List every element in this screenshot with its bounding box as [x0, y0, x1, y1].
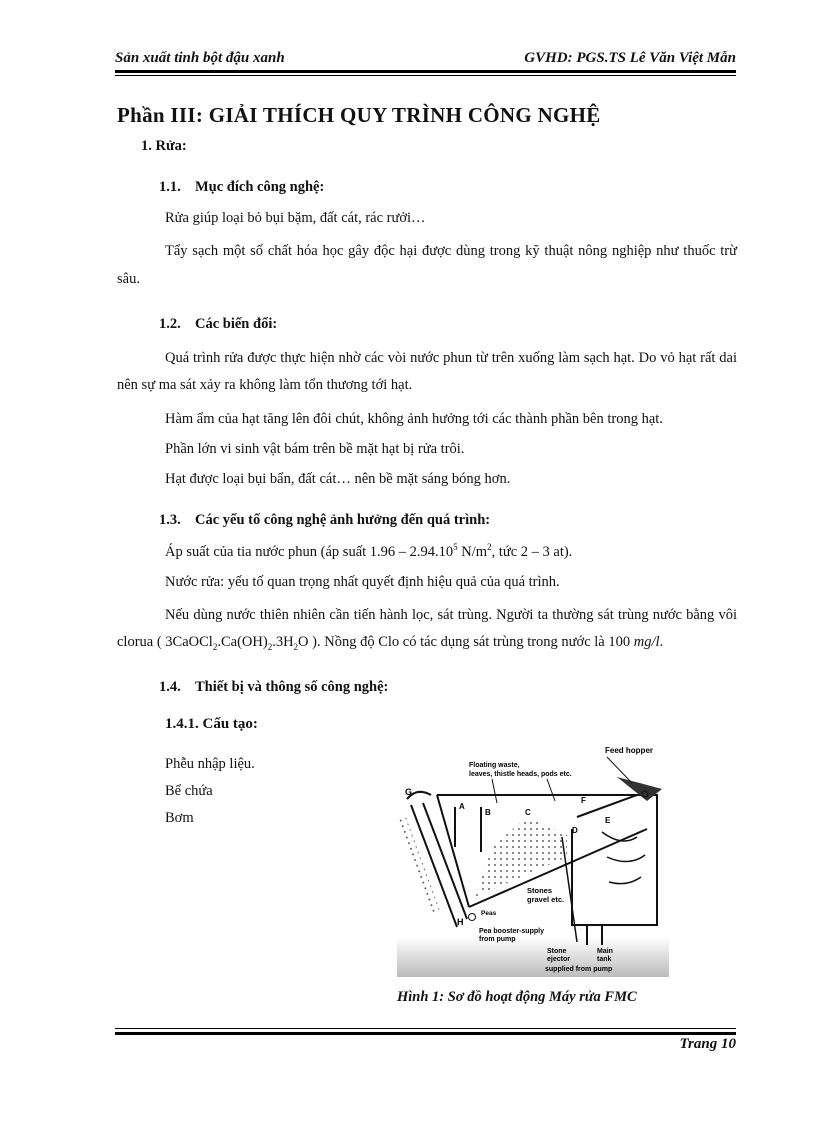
list-item: Bể chứa [165, 783, 213, 800]
header-rule-thin [115, 75, 736, 76]
page-title: Phần III: GIẢI THÍCH QUY TRÌNH CÔNG NGHỆ [117, 103, 601, 127]
paragraph: Tẩy sạch một số chất hóa học gây độc hại được dùng trong kỹ thuật nông nghiệp như thuốc trừ sâu. [117, 243, 737, 288]
paragraph: Hàm ẩm của hạt tăng lên đôi chút, không ảnh hưởng tới các thành phần bên trong hạt. [165, 410, 663, 427]
section-number: 1.1. [159, 179, 181, 196]
section-1-heading: 1. Rửa: [141, 138, 187, 155]
footer-rule [115, 1032, 736, 1035]
paragraph-pressure: Áp suất của tia nước phun (áp suất 1.96 – 2.94.10$^5$ $N/m^2$, tức 2 – 3 at). [165, 541, 573, 560]
feed-hopper [617, 777, 662, 801]
label-f: F [581, 796, 586, 806]
list-item: Bơm [165, 810, 194, 827]
section-title: Thiết bị và thông số công nghệ: [195, 678, 389, 695]
figure-caption: Hình 1: Sơ đồ hoạt động Máy rửa FMC [397, 989, 637, 1006]
paragraph-chlorine: Nếu dùng nước thiên nhiên cần tiến hành lọc, sát trùng. Người ta thường sát trùng nước bằng vôi clorua ( $3CaOCl_2.Ca(OH)_2.3H_2O$ ). Nồng độ Clo có tác dụng sát trùng trong nước là 100 mg/l. [117, 606, 737, 653]
label-c: C [525, 808, 531, 818]
label-supplied-from-pump: supplied from pump [545, 966, 613, 974]
label-e: E [605, 816, 611, 826]
paragraph: Rửa giúp loại bỏ bụi bặm, đất cát, rác rưởi… [165, 210, 426, 227]
label-g: G [405, 787, 413, 798]
figure-row [117, 745, 737, 1025]
label-d: D [572, 826, 578, 836]
label-ejector: ejector [547, 956, 570, 964]
page-header [115, 46, 736, 72]
label-from-pump: from pump [479, 936, 516, 944]
label-feed-hopper: Feed hopper [605, 746, 654, 756]
section-1-3-heading [159, 510, 737, 531]
label-stones: Stones [527, 886, 553, 896]
section-number: 1.4. [159, 678, 181, 695]
paragraph: Phần lớn vi sinh vật bám trên bề mặt hạt bị rửa trôi. [165, 440, 465, 457]
label-a: A [459, 802, 465, 812]
label-tank: tank [597, 956, 612, 964]
list-item: Phễu nhập liệu. [165, 756, 255, 773]
section-title: Mục đích công nghệ: [195, 179, 325, 196]
washer-diagram [397, 737, 669, 977]
header-right: GVHD: PGS.TS Lê Văn Việt Mẫn [524, 50, 736, 66]
parts-list [165, 751, 255, 831]
header-left: Sản xuất tinh bột đậu xanh [115, 50, 285, 66]
feed-chute [577, 795, 637, 817]
page-number: Trang 10 [679, 1036, 736, 1052]
label-b: B [485, 808, 491, 818]
label-peas: Peas [481, 910, 497, 918]
label-booster: Pea booster-supply [479, 928, 544, 936]
section-1-4-1-heading: 1.4.1. Cấu tạo: [165, 715, 258, 732]
header-rule [115, 70, 736, 73]
section-1-1-heading [159, 177, 737, 198]
label-main: Main [597, 948, 613, 956]
section-1-2-heading [159, 314, 737, 335]
section-title: Các biến đổi: [195, 315, 278, 332]
label-h: H [457, 917, 464, 928]
section-1-4-heading [159, 677, 737, 698]
label-floating-waste-2: leaves, thistle heads, pods etc. [469, 771, 572, 779]
scan-shadow [397, 937, 669, 977]
section-number: 1.2. [159, 315, 181, 332]
section-title: Các yếu tố công nghệ ảnh hưởng đến quá trình: [195, 511, 491, 528]
label-gravel: gravel etc. [527, 895, 565, 905]
paragraph: Nước rửa: yếu tố quan trọng nhất quyết định hiệu quả của quá trình. [165, 573, 560, 590]
page-content [117, 100, 737, 1025]
paragraph: Hạt được loại bụi bẩn, đất cát… nên bề mặt sáng bóng hơn. [165, 470, 511, 487]
paragraph: Quá trình rửa được thực hiện nhờ các vòi nước phun từ trên xuống làm sạch hạt. Do vỏ hạt rất dai nên sự ma sát xảy ra không làm tổn thương tới hạt. [117, 349, 737, 394]
label-stone: Stone [547, 948, 567, 956]
label-floating-waste: Floating waste, [469, 762, 520, 770]
section-number: 1.3. [159, 511, 181, 528]
footer-rule-thin [115, 1028, 736, 1029]
